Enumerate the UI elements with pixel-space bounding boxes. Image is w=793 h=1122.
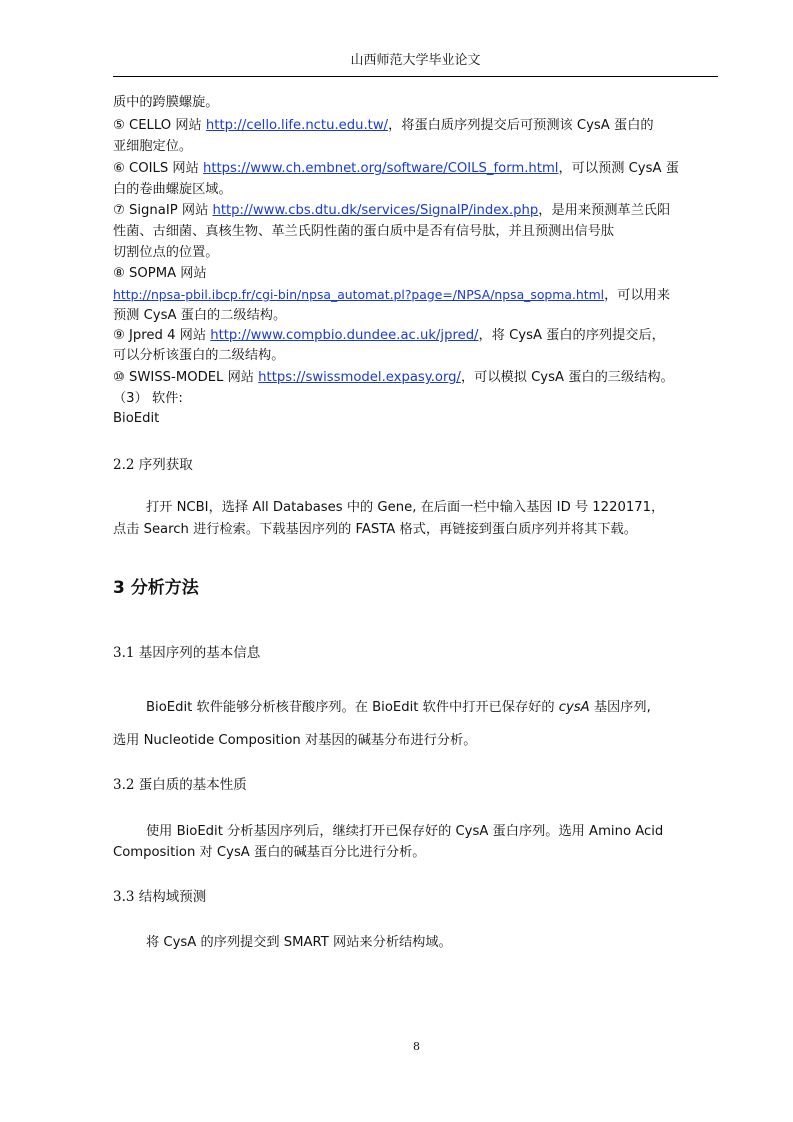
item-suffix: ，将 CysA 蛋白的序列提交后， (478, 328, 665, 343)
item-prefix: ⑦ SignaIP 网站 (113, 203, 213, 218)
paragraph-line: 使用 BioEdit 分析基因序列后，继续打开已保存好的 CysA 蛋白序列。选用 Amino Acid (146, 824, 664, 839)
text-line: 可以分析该蛋白的二级结构。 (113, 348, 285, 363)
item-suffix: ，可以模拟 CysA 蛋白的三级结构。 (460, 370, 674, 385)
coils-link[interactable]: https://www.ch.embnet.org/software/COILS_form.html (202, 161, 559, 176)
text-span: BioEdit 软件能够分析核苷酸序列。在 BioEdit 软件中打开已保存好的 (146, 700, 559, 715)
swiss-item (113, 368, 721, 388)
section-heading: 3.2 蛋白质的基本性质 (113, 777, 247, 793)
swiss-link[interactable]: https://swissmodel.expasy.org/ (258, 370, 461, 385)
text-span: 基因序列, (589, 700, 651, 715)
text-line: 亚细胞定位。 (113, 139, 193, 154)
page-number: 8 (413, 1040, 420, 1053)
paragraph-line: Composition 对 CysA 蛋白的碱基百分比进行分析。 (113, 845, 426, 860)
item-suffix: ，可以用来 (604, 288, 671, 303)
section-heading: 3.1 基因序列的基本信息 (113, 645, 261, 661)
software-name: BioEdit (113, 411, 160, 426)
chapter-heading: 3 分析方法 (113, 578, 199, 598)
paragraph-line: 打开 NCBI，选择 All Databases 中的 Gene, 在后面一栏中输入基因 ID 号 1220171， (146, 500, 665, 515)
jpred-link[interactable]: http://www.compbio.dundee.ac.uk/jpred/ (210, 328, 479, 343)
paragraph-line: 点击 Search 进行检索。下载基因序列的 FASTA 格式，再链接到蛋白质序列并将其下载。 (113, 522, 637, 537)
cello-item (113, 116, 721, 136)
header-title: 山西师范大学毕业论文 (350, 53, 481, 68)
text-line: 切割位点的位置。 (113, 245, 219, 260)
item-suffix: ，可以预测 CysA 蛋 (558, 161, 679, 176)
sopma-url-line (113, 285, 721, 306)
item-prefix: ⑨ Jpred 4 网站 (113, 328, 211, 343)
sopma-item: ⑧ SOPMA 网站 (113, 266, 207, 281)
paragraph-line (146, 698, 721, 718)
item-prefix: ⑤ CELLO 网站 (113, 118, 206, 133)
text-line: 质中的跨膜螺旋。 (113, 95, 219, 110)
coils-item (113, 159, 721, 179)
section-heading: 3.3 结构域预测 (113, 889, 207, 905)
item-suffix: ，是用来预测革兰氏阳 (538, 203, 671, 218)
item-suffix: ，将蛋白质序列提交后可预测该 CysA 蛋白的 (388, 118, 654, 133)
text-line: 白的卷曲螺旋区域。 (113, 182, 232, 197)
text-line: 预测 CysA 蛋白的二级结构。 (113, 308, 287, 323)
paragraph-line: 选用 Nucleotide Composition 对基因的碱基分布进行分析。 (113, 733, 477, 748)
jpred-item (113, 326, 721, 346)
item-prefix: ⑩ SWISS-MODEL 网站 (113, 370, 259, 385)
signalp-item (113, 201, 721, 221)
signalp-link[interactable]: http://www.cbs.dtu.dk/services/SignalP/index.php (212, 203, 539, 218)
cello-link[interactable]: http://cello.life.nctu.edu.tw/ (205, 118, 389, 133)
software-heading: （3） 软件: (113, 391, 183, 406)
section-heading: 2.2 序列获取 (113, 457, 193, 473)
sopma-link[interactable]: http://npsa-pbil.ibcp.fr/cgi-bin/npsa_automat.pl?page=/NPSA/npsa_sopma.html (113, 287, 605, 302)
text-line: 性菌、古细菌、真核生物、革兰氏阴性菌的蛋白质中是否有信号肽，并且预测出信号肽 (113, 224, 615, 239)
page-header (113, 50, 718, 77)
paragraph-line: 将 CysA 的序列提交到 SMART 网站来分析结构域。 (146, 935, 452, 950)
item-prefix: ⑥ COILS 网站 (113, 161, 203, 176)
gene-name: cysA (558, 700, 590, 715)
